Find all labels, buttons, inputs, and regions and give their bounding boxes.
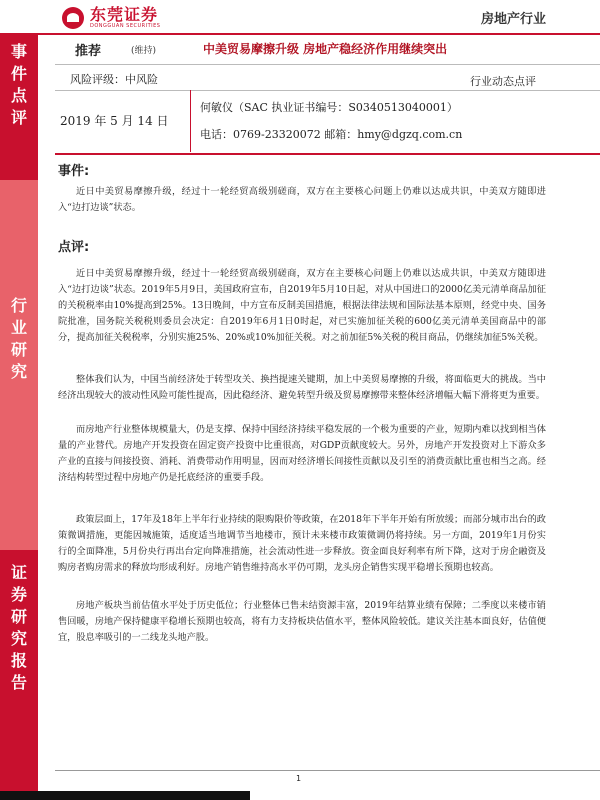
page-number: 1 [296,774,302,783]
footer-rule [55,770,600,771]
sidebar-industry-research [0,180,38,550]
sidebar-char: 究 [10,629,27,648]
comment-paragraph: 而房地产行业整体规模量大，仍是支撑、保持中国经济持续平稳发展的一个极为重要的产业，短期内难以找到相当体量的产业替代。房地产开发投资在固定资产投资中比重很高，对GDP贡献度较大。另外，房地产开发投资对上下游众多产业的直接与间接投资、消耗、消费带动作用明显，因而对经济增长间接性贡献以及引至的消费贡献比重也相当之高。经济结构转型过程中房地产仍是托底经济的重要手段。 [58,424,546,483]
industry-label: 房地产行业 [480,12,546,27]
rating-label: 推荐 [75,44,102,59]
header-divider [55,64,600,65]
sidebar-char: 券 [10,585,27,604]
sidebar-char: 业 [10,318,27,337]
header-rule [0,33,600,35]
sidebar-char: 研 [10,340,27,359]
sidebar-char: 研 [10,607,27,626]
section-rule [55,153,600,155]
comment-paragraph: 房地产板块当前估值水平处于历史低位；行业整体已售未结资源丰富，2019年结算业绩有保障；二季度以来楼市销售回暖，房地产保持健康平稳增长预期也较高，将有力支持板块估值水平，整体风险较低。建议关注基本面良好，估值便宜，股息率吸引的一二线龙头地产股。 [58,600,546,643]
sidebar-char: 点 [10,86,27,105]
meta-divider [55,90,600,91]
analyst-contact: 电话：0769-23320072 邮箱：hmy@dgzq.com.cn [200,128,463,141]
report-title: 中美贸易摩擦升级 房地产稳经济作用继续突出 [203,42,448,56]
event-heading: 事件: [58,164,90,179]
sidebar-char: 究 [10,362,27,381]
analyst-info: 何敏仪（SAC 执业证书编号：S0340513040001） [200,101,458,114]
event-text: 近日中美贸易摩擦升级，经过十一轮经贸高级别磋商，双方在主要核心问题上仍难以达成共识，中美双方随即进入“边打边谈”状态。 [58,186,546,213]
comment-heading: 点评: [58,240,90,255]
meta-separator [190,90,191,152]
sidebar-char: 事 [10,42,27,61]
brand-name: 东莞证券 [90,4,159,24]
rating-value: (维持) [131,46,157,56]
brand-logo [62,4,160,32]
comment-paragraph: 近日中美贸易摩擦升级，经过十一轮经贸高级别磋商，双方在主要核心问题上仍难以达成共识，中美双方随即进入“边打边谈”状态。2019年5月9日，美国政府宣布，自2019年5月10日起，对从中国进口的2000亿美元清单商品加征的关税税率由10%提高到25%。13日晚间，中方宣布反制美国措施，根据法律法规和国际法基本原则，经党中央、国务院批准，国务院关税税则委员会决定：自2019年6月1日0时起，对已实施加征关税的600亿美元清单美国商品中的部分，提高加征关税税率，分别实施25%、20%或10%加征关税。对之前加征5%关税的税目商品，仍继续加征5%关税。 [58,268,546,343]
sidebar-char: 告 [10,673,27,692]
comment-paragraph: 政策层面上，17年及18年上半年行业持续的限购限价等政策，在2018年下半年开始有所放缓；而部分城市出台的政策微调措施，更能因城施策，适度适当地调节当地楼市，预计未来楼市政策微调仍将持续。另一方面，2019年1月份实行的全面降准，5月份央行再出台定向降准措施，社会流动性进一步释放。资金面良好利率有所下降，这对于房企融资及购房者购房需求的释放均形成利好。房地产销售维持高水平仍可期，龙头房企销售实现平稳增长预期也较高。 [58,514,546,573]
sidebar-char: 件 [10,64,27,83]
report-header [55,38,600,62]
sidebar-char: 证 [10,563,27,582]
brand-mark-icon [62,7,84,29]
sidebar-securities-report [0,550,38,780]
sidebar-event-comment [0,35,38,180]
sidebar-char: 评 [10,108,27,127]
risk-rating: 风险评级：中风险 [70,73,158,86]
comment-paragraph: 整体我们认为，中国当前经济处于转型攻关、换挡提速关键期，加上中美贸易摩擦的升级，将面临更大的挑战。当中经济出现较大的波动性风险可能性提高，因此稳经济、避免转型升级及贸易摩擦带来整体经济增幅大幅下滑将更为重要。 [58,374,546,401]
report-date: 2019 年 5 月 14 日 [60,114,169,128]
sidebar-char: 报 [10,651,27,670]
sidebar-char: 行 [10,296,27,315]
report-type: 行业动态点评 [470,75,536,88]
footer-strip [0,791,250,800]
brand-name-en: DONGGUAN SECURITIES [90,22,161,29]
